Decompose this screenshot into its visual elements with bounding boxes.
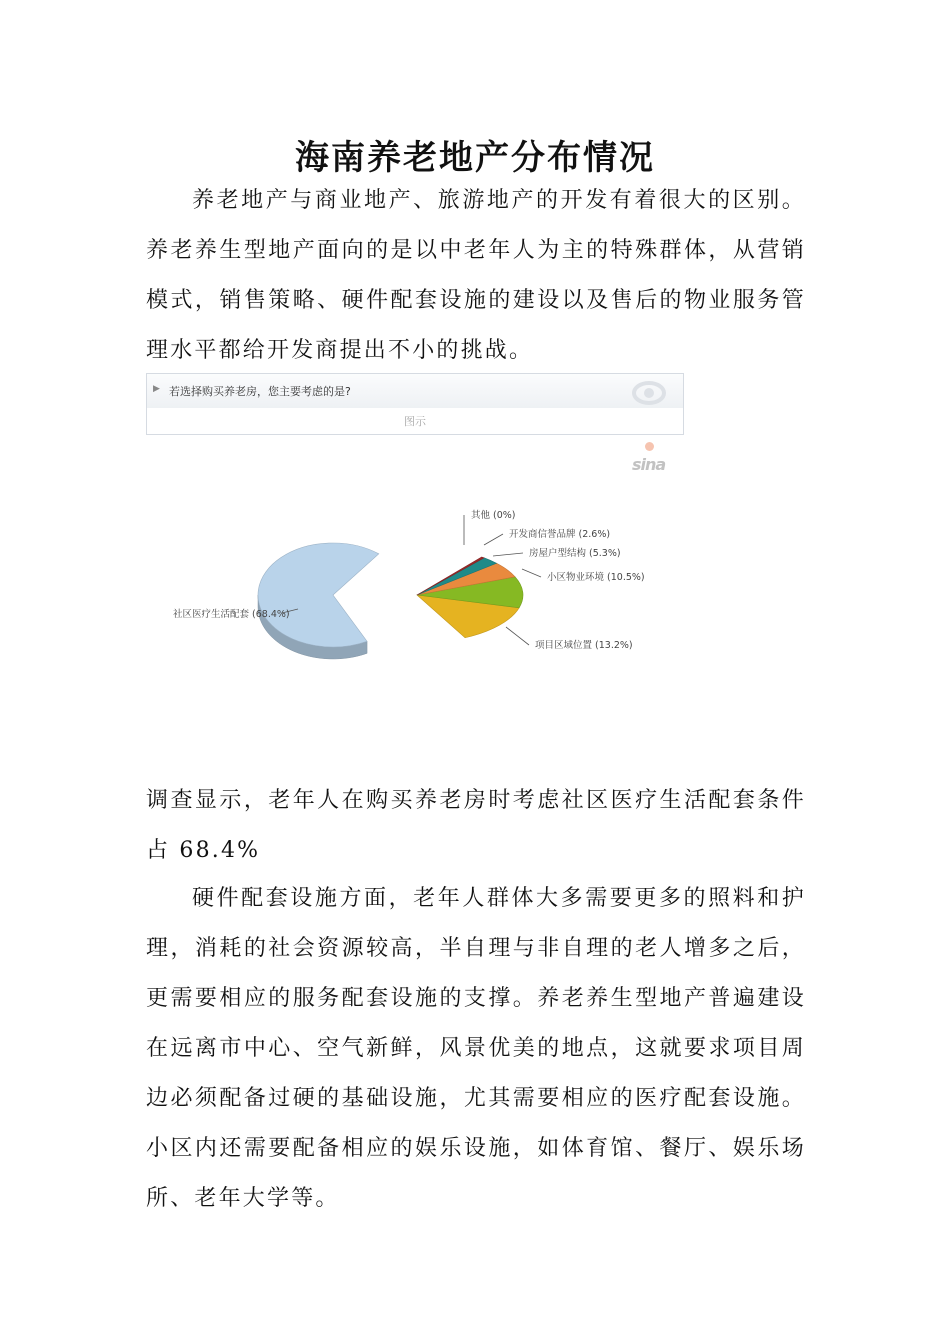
triangle-right-icon: ▶ bbox=[153, 384, 160, 394]
pie-label-leader-1 bbox=[506, 627, 529, 645]
intro-paragraph: 养老地产与商业地产、旅游地产的开发有着很大的区别。养老养生型地产面向的是以中老年人为主的特殊群体，从营销模式，销售策略、硬件配套设施的建设以及售后的物业服务管理水平都给开发商提出不小的挑战。 bbox=[146, 188, 806, 363]
survey-question: 若选择购买养老房，您主要考虑的是? bbox=[169, 385, 351, 398]
pie-label-2: 小区物业环境 (10.5%) bbox=[547, 572, 645, 583]
sina-brand-logo: sina bbox=[632, 455, 666, 474]
pie-slice-0 bbox=[258, 543, 379, 659]
pie-label-5: 其他 (0%) bbox=[471, 510, 516, 521]
pie-chart bbox=[146, 373, 684, 673]
pie-label-leader-4 bbox=[484, 534, 503, 545]
facilities-paragraph: 硬件配套设施方面，老年人群体大多需要更多的照料和护理，消耗的社会资源较高，半自理与非自理的老人增多之后，更需要相应的服务配套设施的支撑。养老养生型地产普遍建设在远离市中心、空气新鲜，风景优美的地点，这就要求项目周边必须配备过硬的基础设施，尤其需要相应的医疗配套设施。小区内还需要配备相应的娱乐设施，如体育馆、餐厅、娱乐场所、老年大学等。 bbox=[146, 886, 806, 1211]
tab-chart[interactable]: 图示 bbox=[404, 415, 426, 428]
pie-label-leader-3 bbox=[493, 553, 523, 556]
pie-label-4: 开发商信誉品牌 (2.6%) bbox=[509, 529, 611, 540]
pie-label-3: 房屋户型结构 (5.3%) bbox=[529, 548, 621, 559]
page-title: 海南养老地产分布情况 bbox=[295, 138, 655, 178]
pie-label-1: 项目区域位置 (13.2%) bbox=[535, 640, 633, 651]
survey-chart-panel bbox=[146, 373, 684, 673]
pie-label-0: 社区医疗生活配套 (68.4%) bbox=[173, 609, 290, 620]
pie-label-leader-2 bbox=[522, 569, 541, 577]
survey-finding-paragraph: 调查显示，老年人在购买养老房时考虑社区医疗生活配套条件占 68.4% bbox=[146, 788, 806, 863]
